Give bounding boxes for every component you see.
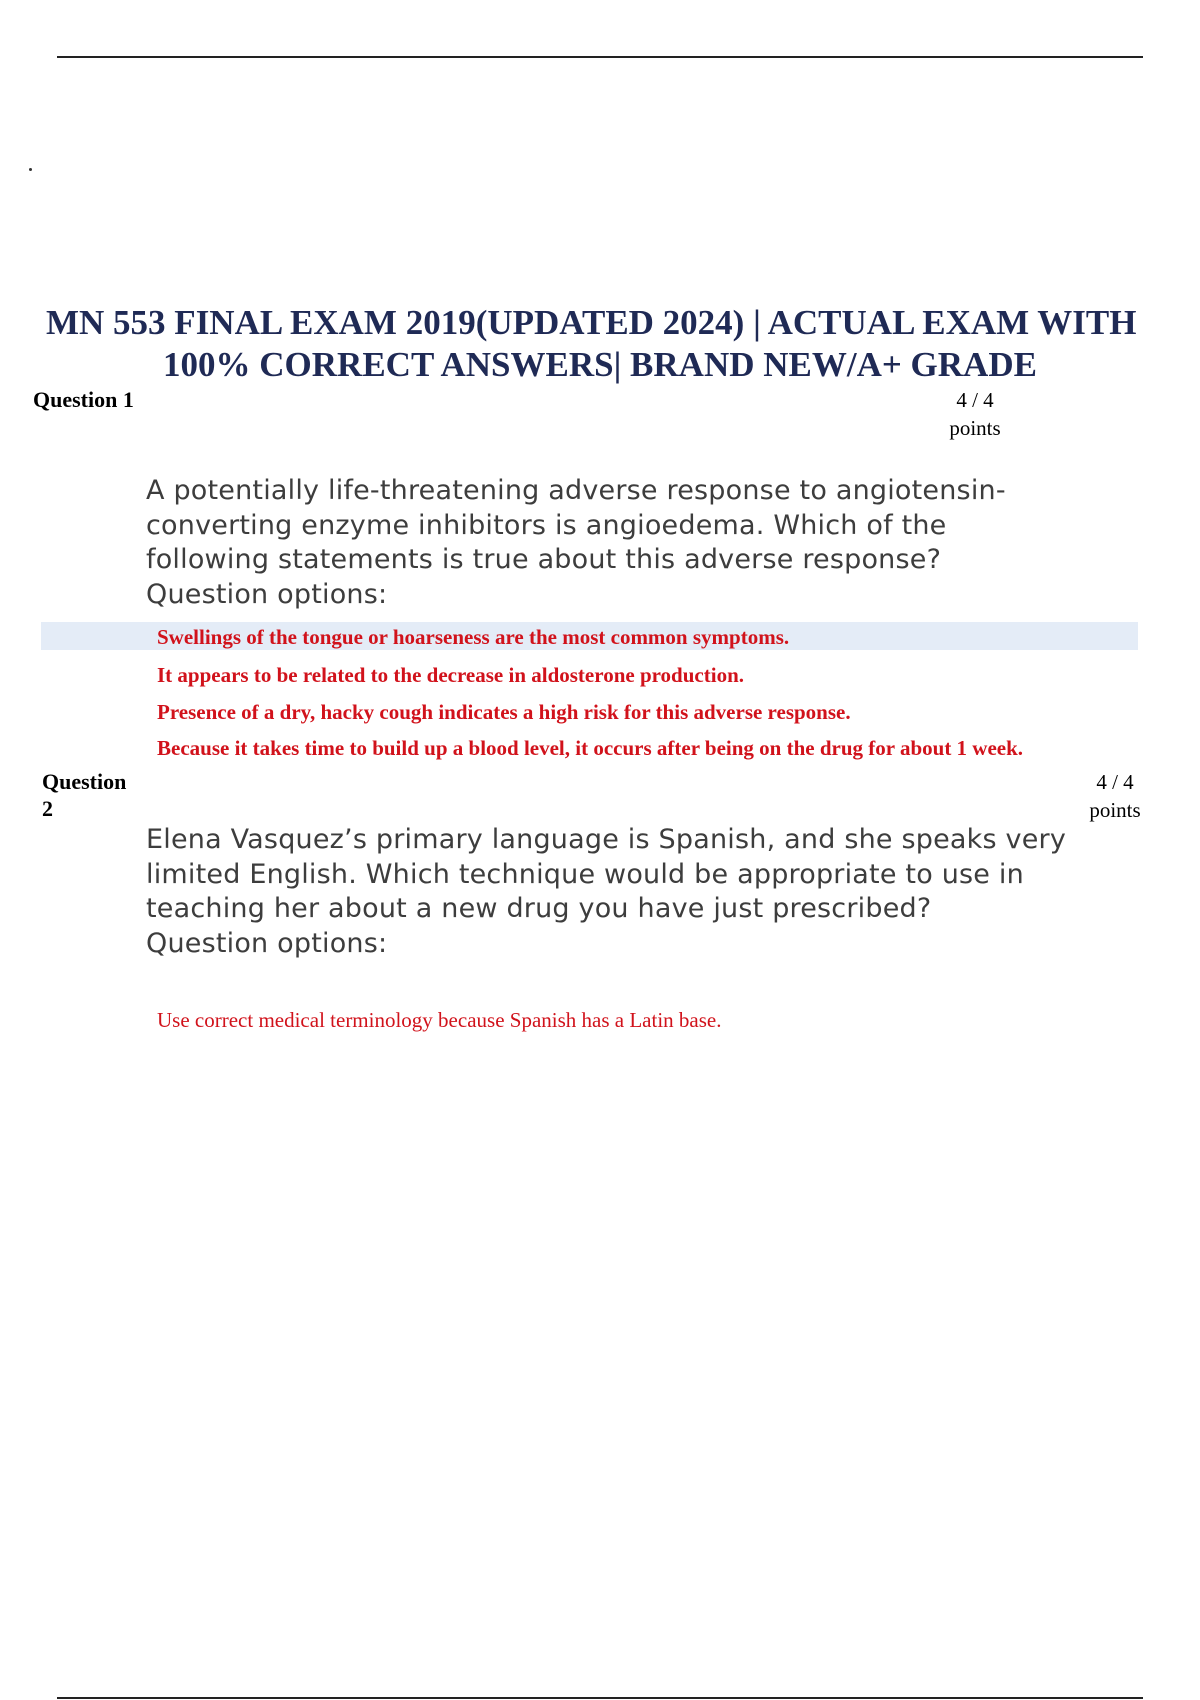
question-2-label <box>42 768 126 822</box>
bullet-dot <box>29 168 32 171</box>
question-1-option-3[interactable]: Presence of a dry, hacky cough indicates a high risk for this adverse response. <box>157 700 851 724</box>
footer-rule <box>57 1697 1143 1699</box>
title-line-2: 100% CORRECT ANSWERS| BRAND NEW/A+ GRADE <box>163 345 1037 384</box>
question-1-points-word: points <box>949 416 1001 440</box>
question-2-text <box>146 823 1076 961</box>
question-1-options-label: Question options: <box>146 578 388 610</box>
question-2-label-number: 2 <box>42 796 53 821</box>
title-line-1: MN 553 FINAL EXAM 2019(UPDATED 2024) | ACTUAL EXAM WITH <box>46 303 1137 342</box>
question-2-prompt: Elena Vasquez’s primary language is Spanish, and she speaks very limited English. Which technique would be appropriate to use in teaching her about a new drug you have just prescribed? <box>146 824 1067 924</box>
question-1-prompt: A potentially life-threatening adverse response to angiotensin-converting enzyme inhibitors is angioedema. Which of the following statements is true about this adverse response? <box>146 475 1006 575</box>
question-1-label: Question 1 <box>33 387 134 412</box>
question-1-score: 4 / 4 <box>956 388 994 412</box>
document-title <box>0 302 1200 386</box>
question-1-points <box>940 386 1010 442</box>
question-2-points <box>1080 768 1150 824</box>
question-2-option-1[interactable]: Use correct medical terminology because Spanish has a Latin base. <box>157 1008 722 1032</box>
header-rule <box>57 56 1143 58</box>
question-2-points-word: points <box>1089 798 1141 822</box>
question-1-text <box>146 474 1076 612</box>
question-2-score: 4 / 4 <box>1096 770 1134 794</box>
question-2-label-word: Question <box>42 769 127 794</box>
question-1-option-2[interactable]: It appears to be related to the decrease in aldosterone production. <box>157 663 744 687</box>
question-1-option-4[interactable]: Because it takes time to build up a blood level, it occurs after being on the drug for about 1 week. <box>157 736 1024 760</box>
question-2-options-label: Question options: <box>146 927 388 959</box>
question-1-option-1[interactable]: Swellings of the tongue or hoarseness are the most common symptoms. <box>157 625 790 649</box>
